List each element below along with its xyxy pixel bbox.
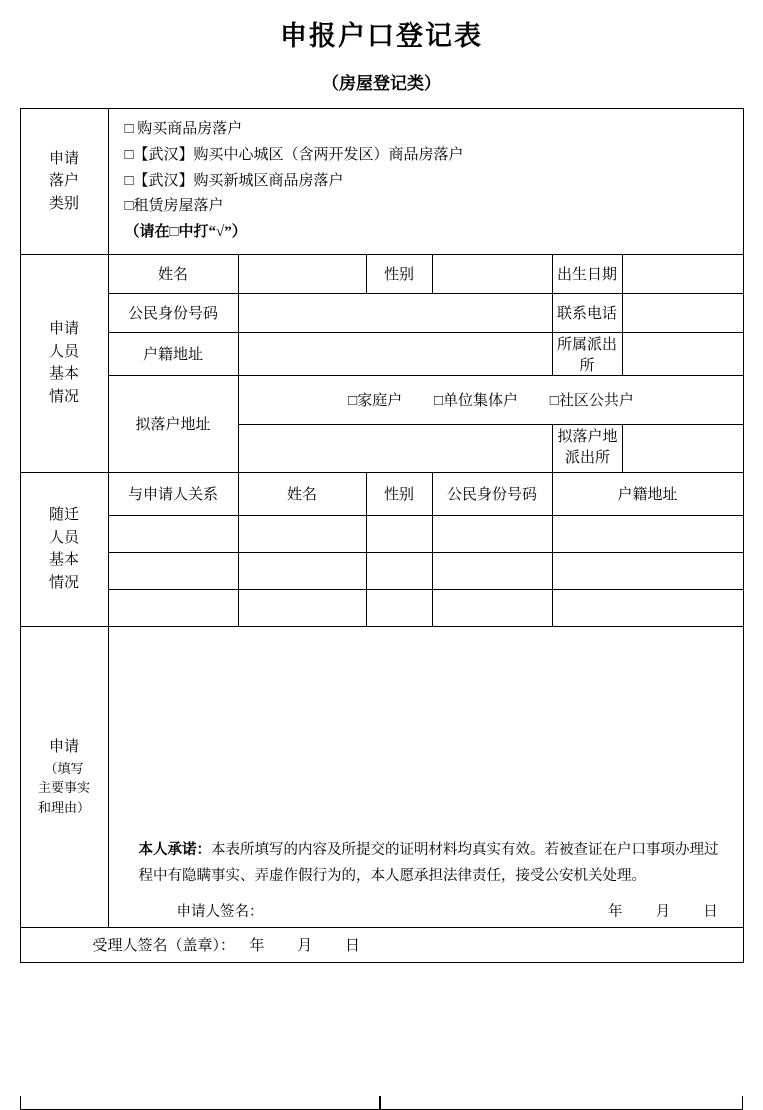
- label-intended-police-station-line-1: 拟落户地: [557, 429, 618, 446]
- accepter-signature-label: 受理人签名（盖章）：: [92, 938, 236, 955]
- intended-address-cell: [238, 375, 743, 472]
- cell-gender[interactable]: [366, 552, 432, 589]
- value-gender[interactable]: [432, 254, 552, 293]
- household-type-row: [239, 376, 744, 425]
- applicant-row-4: [20, 375, 743, 472]
- document-page: [0, 14, 763, 1110]
- accepter-signature-row: [20, 927, 743, 962]
- application-label-cell: [20, 626, 108, 927]
- category-label-cell: [20, 109, 108, 255]
- table-row: [20, 589, 743, 626]
- table-row: [20, 552, 743, 589]
- page-title: 申报户口登记表: [280, 21, 483, 52]
- accepter-signature-cell: [20, 927, 743, 962]
- applicant-signature-label: 申请人签名：: [176, 904, 264, 921]
- category-options-cell: [108, 109, 743, 255]
- bottom-cell-left: [20, 1096, 380, 1110]
- column-header-household-address: 户籍地址: [552, 472, 743, 515]
- label-intended-address: 拟落户地址: [108, 375, 238, 472]
- date-day: 日: [703, 904, 718, 921]
- accompanying-label-line-1: 随迁: [48, 507, 79, 524]
- category-option-wuhan-central[interactable]: □【武汉】购买中心城区（含两开发区）商品房落户: [124, 146, 464, 163]
- application-label-line-4: 和理由）: [37, 799, 90, 815]
- label-intended-police-station: [553, 424, 623, 472]
- application-label-line-2: （填写: [44, 760, 84, 776]
- cell-household-address[interactable]: [552, 589, 743, 626]
- registration-form-table: [20, 108, 744, 963]
- category-row: [20, 109, 743, 255]
- accompanying-label-cell: [20, 472, 108, 626]
- column-header-name: 姓名: [238, 472, 366, 515]
- application-free-text-area[interactable]: [109, 629, 743, 837]
- cell-gender[interactable]: [366, 515, 432, 552]
- applicant-label-line-3: 基本: [48, 366, 79, 383]
- cell-id-number[interactable]: [432, 552, 552, 589]
- value-id-number[interactable]: [238, 293, 552, 332]
- accepter-date-marks: [235, 934, 375, 955]
- category-options-list: [109, 109, 743, 254]
- date-month: 月: [297, 938, 313, 955]
- label-name: 姓名: [108, 254, 238, 293]
- column-header-id-number: 公民身份号码: [432, 472, 552, 515]
- category-instruction: （请在□中打“√”）: [124, 224, 247, 241]
- category-label-line-1: 申请: [48, 150, 79, 167]
- promise-text: 本表所填写的内容及所提交的证明材料均真实有效。若被查证在户口事项办理过程中有隐瞒事实、弄虚作假行为的，本人愿承担法律责任，接受公安机关处理。: [138, 841, 719, 885]
- accompanying-label-line-3: 基本: [48, 552, 79, 569]
- date-year: 年: [249, 938, 265, 955]
- application-row: [20, 626, 743, 927]
- value-police-station[interactable]: [622, 332, 743, 375]
- cell-gender[interactable]: [366, 589, 432, 626]
- category-label-line-2: 落户: [48, 173, 79, 190]
- cell-name[interactable]: [238, 552, 366, 589]
- applicant-label-line-1: 申请: [48, 321, 79, 338]
- column-header-gender: 性别: [366, 472, 432, 515]
- cell-id-number[interactable]: [432, 515, 552, 552]
- table-row: [20, 515, 743, 552]
- value-phone[interactable]: [622, 293, 743, 332]
- application-content-cell[interactable]: [108, 626, 743, 927]
- application-label-line-1: 申请: [48, 739, 79, 756]
- cell-relation[interactable]: [108, 552, 238, 589]
- column-header-relation: 与申请人关系: [108, 472, 238, 515]
- label-birth-date: 出生日期: [552, 254, 622, 293]
- cell-name[interactable]: [238, 589, 366, 626]
- cell-name[interactable]: [238, 515, 366, 552]
- household-type-options: [239, 376, 744, 425]
- label-police-station: 所属派出所: [552, 332, 622, 375]
- intended-address-blank[interactable]: [239, 424, 553, 472]
- applicant-row-3: [20, 332, 743, 375]
- intended-police-station-row: [239, 424, 744, 472]
- label-gender: 性别: [366, 254, 432, 293]
- label-id-number: 公民身份号码: [108, 293, 238, 332]
- applicant-row-1: [20, 254, 743, 293]
- household-type-collective[interactable]: □单位集体户: [433, 393, 519, 410]
- cell-id-number[interactable]: [432, 589, 552, 626]
- page-subtitle: （房屋登记类）: [322, 74, 441, 94]
- applicant-label-line-2: 人员: [48, 343, 79, 360]
- category-label-line-3: 类别: [48, 195, 79, 212]
- date-month: 月: [655, 904, 671, 921]
- date-day: 日: [345, 938, 361, 955]
- cell-relation[interactable]: [108, 515, 238, 552]
- category-option-wuhan-new[interactable]: □【武汉】购买新城区商品房落户: [124, 172, 344, 189]
- intended-address-inner-table: [239, 376, 744, 472]
- bottom-cell-right: [380, 1096, 743, 1110]
- category-option-buy-commercial[interactable]: □ 购买商品房落户: [124, 121, 243, 137]
- promise-paragraph: [109, 837, 743, 891]
- accompanying-label-line-2: 人员: [48, 529, 79, 546]
- value-intended-police-station[interactable]: [623, 424, 744, 472]
- accompanying-header-row: [20, 472, 743, 515]
- label-intended-police-station-line-2: 派出所: [564, 450, 610, 467]
- application-label-line-3: 主要事实: [37, 780, 90, 796]
- applicant-signature-row: [109, 890, 743, 925]
- cell-household-address[interactable]: [552, 515, 743, 552]
- applicant-label-line-4: 情况: [48, 388, 79, 405]
- household-type-family[interactable]: □家庭户: [348, 393, 403, 410]
- accompanying-label-line-4: 情况: [48, 574, 79, 591]
- applicant-date-marks: [593, 900, 732, 921]
- value-birth-date[interactable]: [622, 254, 743, 293]
- cell-household-address[interactable]: [552, 552, 743, 589]
- date-year: 年: [608, 904, 623, 921]
- accepter-signature-inner: [21, 934, 743, 955]
- household-type-community[interactable]: □社区公共户: [549, 393, 634, 410]
- category-option-rental[interactable]: □租赁房屋落户: [124, 198, 224, 215]
- applicant-label-cell: [20, 254, 108, 472]
- promise-lead: 本人承诺：: [138, 841, 211, 858]
- label-phone: 联系电话: [552, 293, 622, 332]
- applicant-row-2: [20, 293, 743, 332]
- value-household-address[interactable]: [238, 332, 552, 375]
- bottom-partial-row: [20, 1096, 743, 1110]
- cell-relation[interactable]: [108, 589, 238, 626]
- label-household-address: 户籍地址: [108, 332, 238, 375]
- value-name[interactable]: [238, 254, 366, 293]
